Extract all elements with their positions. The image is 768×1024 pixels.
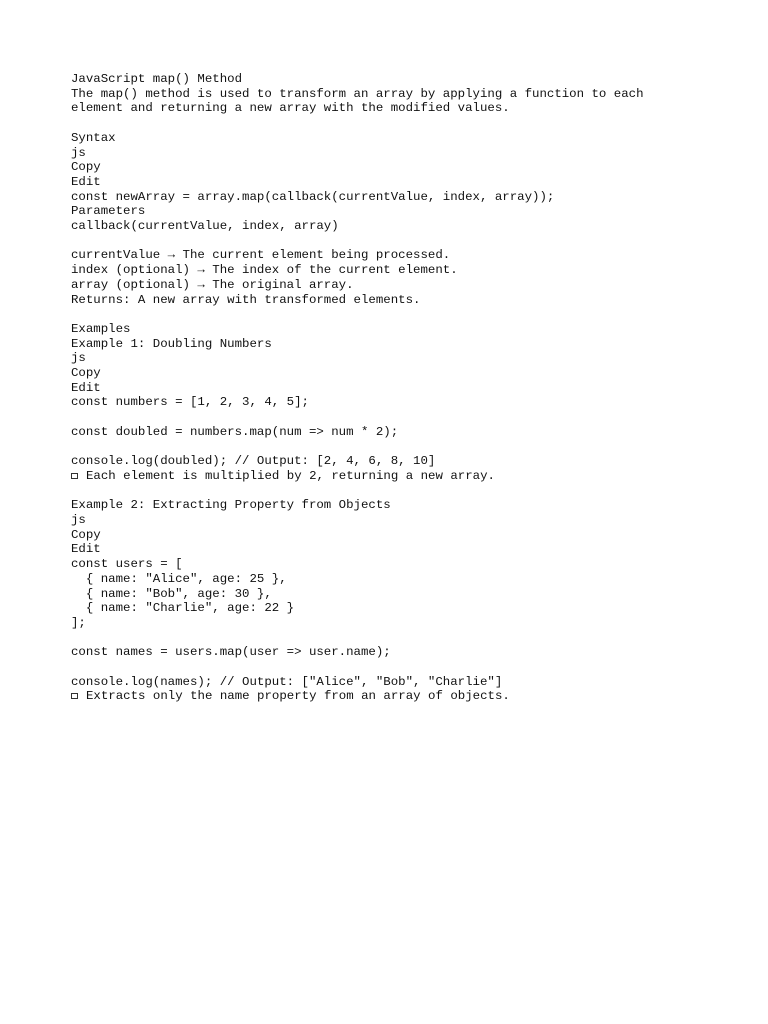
example-1-edit-button[interactable]: Edit (71, 380, 101, 395)
checkbox-glyph-icon (71, 693, 78, 699)
example-1-code-line: const doubled = numbers.map(num => num * 2); (71, 424, 399, 439)
example-2-code-line: const names = users.map(user => user.name); (71, 645, 391, 660)
syntax-copy-button[interactable]: Copy (71, 160, 101, 175)
example-1-title: Example 1: Doubling Numbers (71, 336, 272, 351)
example-1-code-line (71, 410, 721, 425)
checkbox-glyph-icon (71, 473, 78, 479)
example-2-code-line: { name: "Charlie", age: 22 } (71, 601, 295, 616)
example-2-code-line: ]; (71, 615, 86, 630)
example-1-code-line: console.log(doubled); // Output: [2, 4, 6, 8, 10] (71, 454, 436, 469)
example-2-title: Example 2: Extracting Property from Objects (71, 498, 391, 513)
example-2-code-line: { name: "Bob", age: 30 }, (71, 586, 272, 601)
examples-heading: Examples (71, 321, 131, 336)
example-1-note (71, 469, 721, 484)
intro-line-2: element and returning a new array with the modified values. (71, 101, 510, 116)
example-2-language-label: js (71, 513, 86, 527)
example-1-code-line (71, 440, 721, 455)
syntax-edit-button[interactable]: Edit (71, 174, 101, 189)
example-1-code-line: const numbers = [1, 2, 3, 4, 5]; (71, 395, 309, 410)
example-2-code-line: { name: "Alice", age: 25 }, (71, 571, 287, 586)
example-2-code-line (71, 660, 721, 675)
example-1-language-label: js (71, 351, 86, 366)
syntax-language-label: js (71, 145, 86, 160)
parameter-item: currentValue → The current element being processed. (71, 248, 451, 263)
spacer (71, 307, 721, 322)
example-1-note-text: Each element is multiplied by 2, returning a new array. (86, 468, 495, 483)
example-2-note (71, 689, 721, 704)
spacer (71, 484, 721, 499)
spacer (71, 116, 721, 131)
parameters-heading: Parameters (71, 204, 146, 219)
intro-line-1: The map() method is used to transform an array by applying a function to each (71, 86, 644, 101)
example-2-code-line: console.log(names); // Output: ["Alice", "Bob", "Charlie"] (71, 674, 503, 689)
document-body (71, 72, 721, 704)
example-2-copy-button[interactable]: Copy (71, 527, 101, 542)
example-2-note-text: Extracts only the name property from an array of objects. (86, 689, 510, 704)
parameters-signature: callback(currentValue, index, array) (71, 219, 339, 234)
parameter-item: array (optional) → The original array. (71, 277, 354, 292)
example-2-code-line (71, 631, 721, 646)
example-1-copy-button[interactable]: Copy (71, 366, 101, 381)
syntax-heading: Syntax (71, 130, 116, 145)
example-2-edit-button[interactable]: Edit (71, 542, 101, 557)
spacer (71, 234, 721, 249)
parameter-item: index (optional) → The index of the current element. (71, 263, 458, 278)
returns-text: Returns: A new array with transformed elements. (71, 292, 421, 307)
syntax-code: const newArray = array.map(callback(currentValue, index, array)); (71, 189, 555, 204)
example-2-code-line: const users = [ (71, 557, 183, 572)
page-title: JavaScript map() Method (71, 72, 243, 86)
